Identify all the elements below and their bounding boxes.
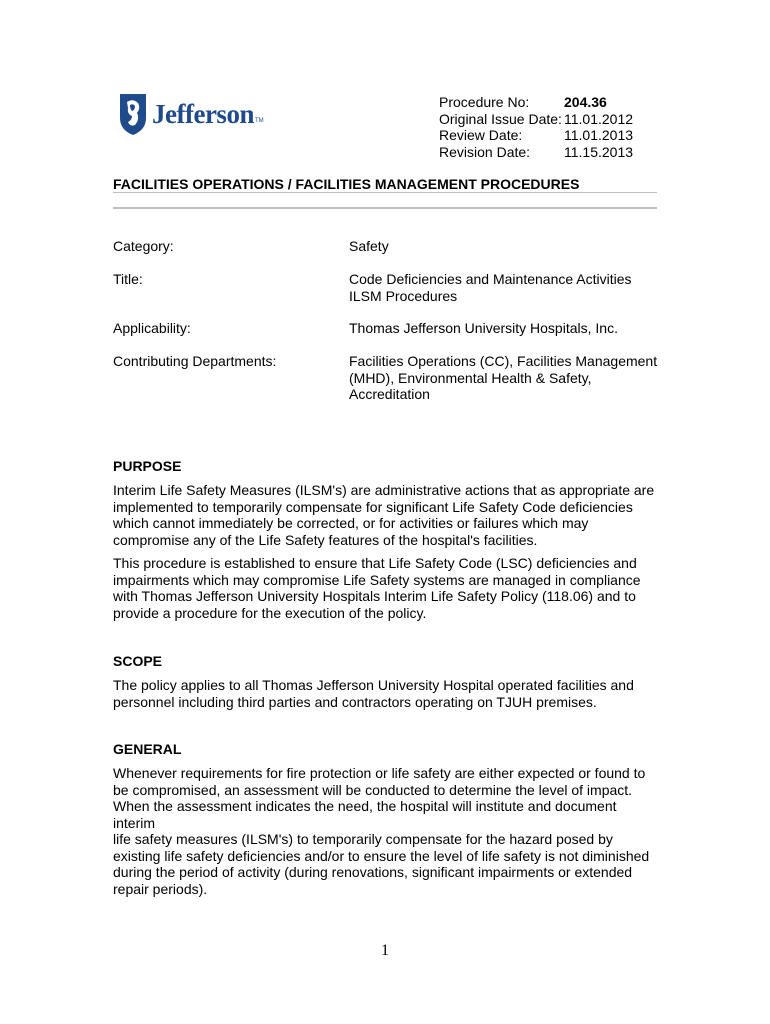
text-line: compromise any of the Life Safety features of the hospital's facilities. xyxy=(113,531,538,548)
revision-date-label: Revision Date: xyxy=(439,143,531,160)
scope-paragraph xyxy=(113,677,661,710)
text-line: implemented to temporarily compensate for significant Life Safety Code deficiencies xyxy=(113,498,633,515)
jefferson-shield-icon xyxy=(118,92,148,136)
text-line: personnel including third parties and contractors operating on TJUH premises. xyxy=(113,693,597,710)
text-line: impairments which may compromise Life Safety systems are managed in compliance xyxy=(113,571,641,588)
procedure-no-label: Procedure No: xyxy=(439,94,530,110)
logo-trademark: TM xyxy=(254,118,264,124)
header-divider xyxy=(113,192,657,193)
original-issue-label: Original Issue Date: xyxy=(439,110,562,127)
title-line: Code Deficiencies and Maintenance Activities xyxy=(349,271,632,287)
header-divider-double xyxy=(113,207,657,209)
contributing-line: Facilities Operations (CC), Facilities Management xyxy=(349,353,658,369)
review-date-label: Review Date: xyxy=(439,127,523,143)
text-line: life safety measures (ILSM's) to temporarily compensate for the hazard posed by xyxy=(113,831,613,847)
title-line: ILSM Procedures xyxy=(349,287,458,304)
procedure-meta xyxy=(439,94,633,160)
category-value: Safety xyxy=(349,238,389,254)
contributing-label: Contributing Departments: xyxy=(113,353,277,369)
applicability-label: Applicability: xyxy=(113,320,191,336)
text-line: repair periods). xyxy=(113,880,208,897)
general-heading: GENERAL xyxy=(113,741,182,757)
applicability-row xyxy=(113,320,673,337)
title-value xyxy=(349,271,669,304)
category-label: Category: xyxy=(113,238,174,254)
text-line: existing life safety deficiencies and/or to ensure the level of life safety is not diminished xyxy=(113,847,650,864)
purpose-paragraph-1 xyxy=(113,482,661,548)
text-line: Whenever requirements for fire protection or life safety are either expected or found to xyxy=(113,765,646,781)
scope-heading: SCOPE xyxy=(113,653,163,669)
purpose-paragraph-2 xyxy=(113,555,661,621)
text-line: which cannot immediately be corrected, or for activities or failures which may xyxy=(113,515,589,531)
review-date-row xyxy=(439,127,633,144)
text-line: be compromised, an assessment will be conducted to determine the level of impact. xyxy=(113,781,633,798)
title-label: Title: xyxy=(113,271,143,287)
page-number: 1 xyxy=(381,942,389,959)
contributing-line: (MHD), Environmental Health & Safety, xyxy=(349,369,592,386)
procedure-no-value: 204.36 xyxy=(564,94,607,110)
logo-wordmark: Jefferson xyxy=(152,98,254,129)
text-line: The policy applies to all Thomas Jefferson University Hospital operated facilities and xyxy=(113,677,634,693)
text-line: When the assessment indicates the need, the hospital will institute and document interim xyxy=(113,798,617,831)
purpose-heading: PURPOSE xyxy=(113,458,182,474)
text-line: provide a procedure for the execution of the policy. xyxy=(113,604,427,621)
original-issue-value: 11.01.2012 xyxy=(564,110,634,127)
original-issue-row xyxy=(439,111,633,128)
contributing-line: Accreditation xyxy=(349,386,430,402)
contributing-value xyxy=(349,353,669,403)
contributing-row xyxy=(113,353,673,403)
department-header: FACILITIES OPERATIONS / FACILITIES MANAGEMENT PROCEDURES xyxy=(113,176,580,192)
title-row xyxy=(113,271,673,304)
text-line: with Thomas Jefferson University Hospitals Interim Life Safety Policy (118.06) and to xyxy=(113,588,636,604)
text-line: during the period of activity (during renovations, significant impairments or extended xyxy=(113,864,633,880)
review-date-value: 11.01.2013 xyxy=(564,127,634,143)
procedure-no-row xyxy=(439,94,633,111)
revision-date-row xyxy=(439,144,633,161)
text-line: This procedure is established to ensure that Life Safety Code (LSC) deficiencies and xyxy=(113,555,637,571)
text-line: Interim Life Safety Measures (ILSM's) are administrative actions that as appropriate are xyxy=(113,482,655,498)
applicability-value: Thomas Jefferson University Hospitals, Inc. xyxy=(349,320,618,336)
category-row xyxy=(113,238,673,255)
jefferson-logo xyxy=(118,92,264,136)
general-paragraph xyxy=(113,765,661,897)
revision-date-value: 11.15.2013 xyxy=(564,143,634,160)
